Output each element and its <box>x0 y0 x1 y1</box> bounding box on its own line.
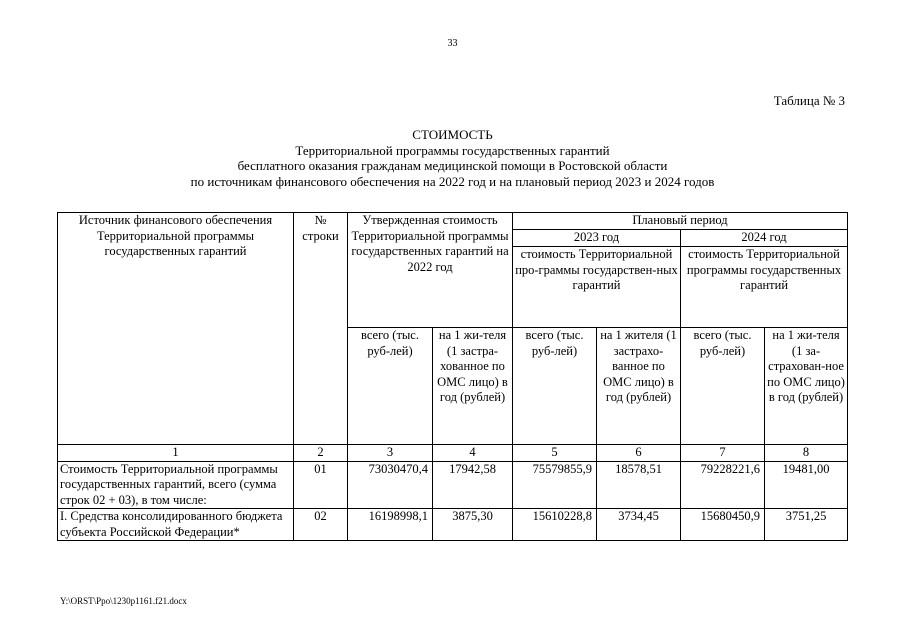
column-number: 1 <box>58 445 294 462</box>
row-per-2024: 3751,25 <box>765 509 848 541</box>
page-number: 33 <box>447 38 458 49</box>
col-2023-header: 2023 год <box>513 230 681 247</box>
row-total-2024: 15680450,9 <box>681 509 765 541</box>
row-per-2022: 17942,58 <box>433 461 513 509</box>
col-2024-cost-header: стоимость Территориальной программы государственных гарантий <box>681 247 848 328</box>
title-line-4: по источникам финансового обеспечения на 2022 год и на плановый период 2023 и 2024 годов <box>190 173 715 189</box>
col-total-2024-header: всего (тыс. руб-лей) <box>681 328 765 445</box>
column-number: 5 <box>513 445 597 462</box>
col-source-header: Источник финансового обеспечения Территориальной программы государственных гарантий <box>58 213 294 445</box>
column-number: 6 <box>597 445 681 462</box>
table-label: Таблица № 3 <box>773 93 845 108</box>
row-total-2023: 75579855,9 <box>513 461 597 509</box>
row-total-2022: 73030470,4 <box>348 461 433 509</box>
row-per-2023: 3734,45 <box>597 509 681 541</box>
col-per-2023-header: на 1 жителя (1 застрахо-ванное по ОМС лицо) в год (рублей) <box>597 328 681 445</box>
col-approved-header: Утвержденная стоимость Территориальной программы государственных гарантий на 2022 год <box>348 213 513 328</box>
col-per-2024-header: на 1 жи-теля (1 за-страхован-ное по ОМС лицо) в год (рублей) <box>765 328 848 445</box>
column-number: 2 <box>294 445 348 462</box>
row-per-2022: 3875,30 <box>433 509 513 541</box>
document-title <box>0 127 905 189</box>
col-per-2022-header: на 1 жи-теля (1 застра-хованное по ОМС лицо) в год (рублей) <box>433 328 513 445</box>
col-2024-header: 2024 год <box>681 230 848 247</box>
row-total-2022: 16198998,1 <box>348 509 433 541</box>
title-line-2: Территориальной программы государственных гарантий <box>295 142 610 158</box>
column-number: 4 <box>433 445 513 462</box>
row-per-2024: 19481,00 <box>765 461 848 509</box>
hdr-r1 <box>58 213 848 230</box>
row-total-2024: 79228221,6 <box>681 461 765 509</box>
file-path-footer: Y:\ORST\Ppo\1230p1161.f21.docx <box>60 596 187 606</box>
col-2023-cost-header: стоимость Территориальной про-граммы государствен-ных гарантий <box>513 247 681 328</box>
row-total-2023: 15610228,8 <box>513 509 597 541</box>
row-source: Стоимость Территориальной программы государственных гарантий, всего (сумма строк 02 + 03), в том числе: <box>58 461 294 509</box>
col-total-2022-header: всего (тыс. руб-лей) <box>348 328 433 445</box>
column-number-row <box>58 445 848 462</box>
row-source: I. Средства консолидированного бюджета субъекта Российской Федерации* <box>58 509 294 541</box>
title-line-3: бесплатного оказания гражданам медицинской помощи в Ростовской области <box>237 158 668 173</box>
table-row <box>58 509 848 541</box>
financing-table <box>57 212 848 541</box>
column-number: 3 <box>348 445 433 462</box>
col-planned-header: Плановый период <box>513 213 848 230</box>
column-number: 8 <box>765 445 848 462</box>
row-per-2023: 18578,51 <box>597 461 681 509</box>
title-line-1: СТОИМОСТЬ <box>412 127 493 142</box>
column-number: 7 <box>681 445 765 462</box>
col-total-2023-header: всего (тыс. руб-лей) <box>513 328 597 445</box>
col-row-no-header: № строки <box>294 213 348 445</box>
table-row <box>58 461 848 509</box>
row-number: 01 <box>294 461 348 509</box>
row-number: 02 <box>294 509 348 541</box>
